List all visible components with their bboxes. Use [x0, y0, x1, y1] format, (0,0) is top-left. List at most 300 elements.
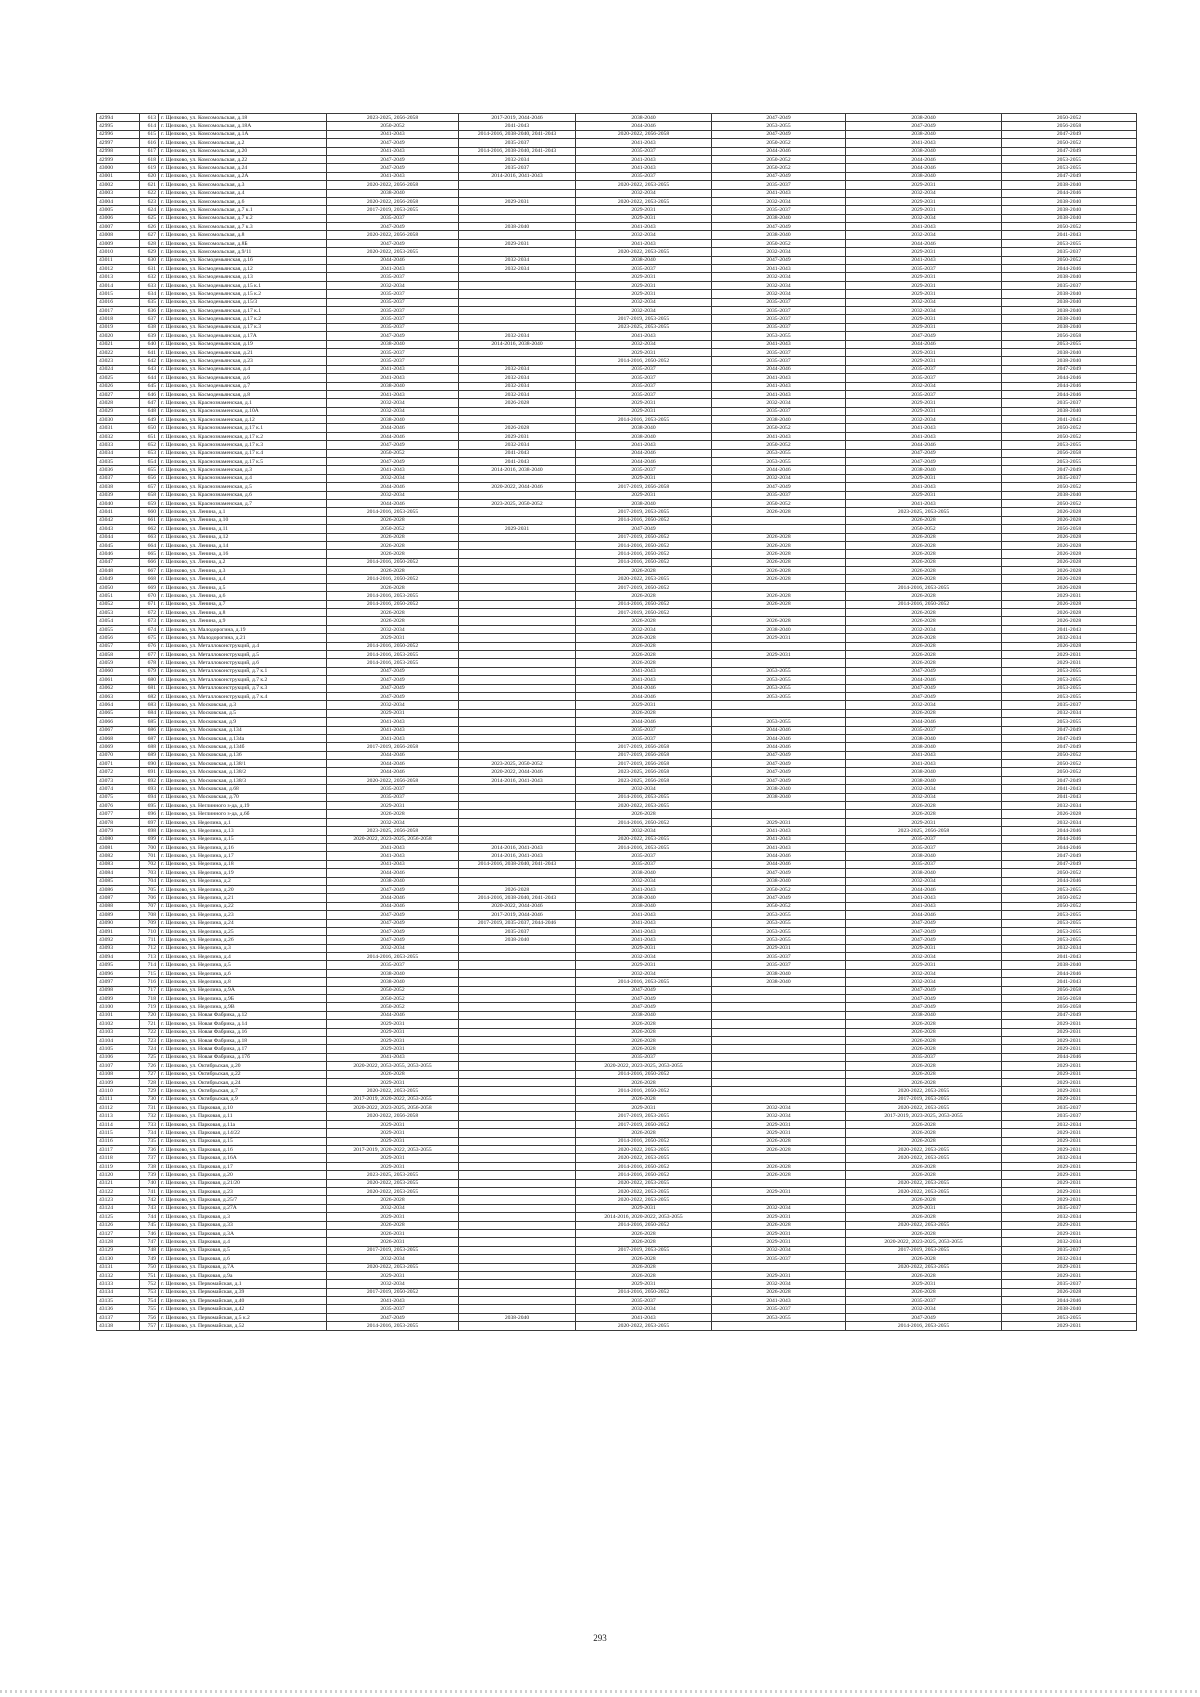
- cell-p3: 2014-2016, 2050-2052: [576, 357, 712, 365]
- cell-no: 747: [140, 1238, 159, 1246]
- cell-address: г. Щелково, ул. Космодемьянская, д.17 к.3: [159, 323, 327, 331]
- cell-p2: 2029-2031: [459, 239, 576, 247]
- table-row: [97, 1070, 1137, 1078]
- cell-p3: 2032-2034: [576, 340, 712, 348]
- table-row: [97, 1213, 1137, 1221]
- cell-address: г. Щелково, ул. Краснознаменская, д.4: [159, 474, 327, 482]
- cell-p2: [459, 1271, 576, 1279]
- table-row: [97, 969, 1137, 977]
- cell-p4: [712, 1020, 846, 1028]
- cell-p3: 2026-2028: [576, 709, 712, 717]
- cell-p3: 2029-2031: [576, 1204, 712, 1212]
- cell-address: г. Щелково, ул. Неделина, д.23: [159, 911, 327, 919]
- cell-p2: [459, 1053, 576, 1061]
- cell-p2: [459, 1011, 576, 1019]
- cell-no: 732: [140, 1112, 159, 1120]
- cell-p3: 2026-2028: [576, 1263, 712, 1271]
- cell-p5: 2044-2046: [846, 164, 1002, 172]
- cell-p3: 2029-2031: [576, 407, 712, 415]
- cell-id: 43083: [97, 860, 140, 868]
- cell-p5: 2041-2043: [846, 223, 1002, 231]
- cell-p4: 2053-2055: [712, 927, 846, 935]
- cell-p4: 2053-2055: [712, 718, 846, 726]
- cell-p4: [712, 516, 846, 524]
- table-row: [97, 634, 1137, 642]
- cell-no: 660: [140, 508, 159, 516]
- cell-p6: 2026-2028: [1002, 583, 1137, 591]
- cell-p3: 2020-2022, 2053-2055: [576, 1146, 712, 1154]
- cell-p4: 2035-2037: [712, 953, 846, 961]
- cell-address: г. Щелково, ул. Краснознаменская, д.17 к.1: [159, 424, 327, 432]
- cell-p4: 2038-2040: [712, 625, 846, 633]
- cell-p6: 2029-2031: [1002, 1179, 1137, 1187]
- cell-p4: 2032-2034: [712, 1246, 846, 1254]
- cell-no: 639: [140, 332, 159, 340]
- table-row: [97, 323, 1137, 331]
- cell-no: 647: [140, 399, 159, 407]
- cell-address: г. Щелково, ул. Комсомольская, д.18: [159, 114, 327, 122]
- cell-p3: 2014-2016, 2050-2052: [576, 1162, 712, 1170]
- cell-p3: 2041-2043: [576, 139, 712, 147]
- cell-p2: [459, 802, 576, 810]
- cell-address: г. Щелково, ул. Краснознаменская, д.5: [159, 483, 327, 491]
- cell-address: г. Щелково, ул. Московская, д.68: [159, 785, 327, 793]
- cell-id: 43002: [97, 181, 140, 189]
- cell-p5: 2014-2016, 2053-2055: [846, 583, 1002, 591]
- cell-p1: 2035-2037: [327, 785, 459, 793]
- cell-p1: 2041-2043: [327, 365, 459, 373]
- cell-p4: 2041-2043: [712, 827, 846, 835]
- cell-p1: 2014-2016, 2050-2052: [327, 600, 459, 608]
- cell-p3: 2017-2019, 2056-2058: [576, 483, 712, 491]
- table-row: [97, 953, 1137, 961]
- cell-no: 679: [140, 667, 159, 675]
- cell-p5: 2029-2031: [846, 290, 1002, 298]
- cell-p1: 2014-2016, 2053-2055: [327, 953, 459, 961]
- cell-address: г. Щелково, ул. Краснознаменская, д.3: [159, 466, 327, 474]
- cell-p2: 2032-2034: [459, 155, 576, 163]
- cell-p5: 2026-2028: [846, 1229, 1002, 1237]
- cell-p1: 2044-2046: [327, 751, 459, 759]
- table-row: [97, 827, 1137, 835]
- cell-p6: 2029-2031: [1002, 1162, 1137, 1170]
- cell-no: 711: [140, 936, 159, 944]
- cell-p5: 2044-2046: [846, 718, 1002, 726]
- cell-p2: [459, 1137, 576, 1145]
- cell-p2: [459, 1146, 576, 1154]
- cell-p3: 2041-2043: [576, 164, 712, 172]
- cell-no: 673: [140, 617, 159, 625]
- table-row: [97, 684, 1137, 692]
- cell-p4: 2029-2031: [712, 1188, 846, 1196]
- cell-p4: 2035-2037: [712, 1305, 846, 1313]
- cell-id: 43048: [97, 567, 140, 575]
- cell-p4: 2032-2034: [712, 1204, 846, 1212]
- cell-p5: 2032-2034: [846, 877, 1002, 885]
- cell-no: 659: [140, 499, 159, 507]
- cell-p1: 2029-2031: [327, 709, 459, 717]
- cell-p5: 2020-2022, 2053-2055: [846, 1263, 1002, 1271]
- cell-address: г. Щелково, ул. Космодемьянская, д.8: [159, 390, 327, 398]
- cell-address: г. Щелково, ул. Московская, д.138/1: [159, 760, 327, 768]
- cell-p6: 2056-2058: [1002, 332, 1137, 340]
- cell-p3: 2041-2043: [576, 155, 712, 163]
- cell-p1: 2029-2031: [327, 1213, 459, 1221]
- cell-p6: 2026-2028: [1002, 642, 1137, 650]
- cell-p1: 2020-2022, 2023-2025, 2056-2058: [327, 1104, 459, 1112]
- cell-p1: 2047-2049: [327, 692, 459, 700]
- cell-p1: 2029-2031: [327, 1078, 459, 1086]
- cell-p2: [459, 214, 576, 222]
- cell-p1: 2038-2040: [327, 340, 459, 348]
- cell-p2: 2038-2040: [459, 223, 576, 231]
- cell-no: 704: [140, 877, 159, 885]
- cell-p2: 2014-2016, 2041-2043: [459, 843, 576, 851]
- cell-p2: [459, 1154, 576, 1162]
- cell-no: 656: [140, 474, 159, 482]
- cell-p2: 2014-2016, 2038-2040, 2041-2043: [459, 147, 576, 155]
- cell-p5: 2029-2031: [846, 273, 1002, 281]
- cell-address: г. Щелково, ул. Металлоконструкций, д.7 к.1: [159, 667, 327, 675]
- cell-id: 43081: [97, 843, 140, 851]
- cell-p4: 2050-2052: [712, 164, 846, 172]
- cell-p6: 2050-2052: [1002, 760, 1137, 768]
- table-row: [97, 743, 1137, 751]
- cell-p5: 2041-2043: [846, 139, 1002, 147]
- cell-no: 701: [140, 852, 159, 860]
- cell-address: г. Щелково, ул. Космодемьянская, д.16: [159, 256, 327, 264]
- cell-no: 645: [140, 382, 159, 390]
- cell-p4: 2029-2031: [712, 1238, 846, 1246]
- cell-p4: [712, 1087, 846, 1095]
- cell-p1: 2026-2028: [327, 1070, 459, 1078]
- cell-address: г. Щелково, ул. Первомайская, д.52: [159, 1322, 327, 1330]
- cell-p1: 2041-2043: [327, 390, 459, 398]
- cell-p5: 2035-2037: [846, 374, 1002, 382]
- table-row: [97, 1003, 1137, 1011]
- cell-p2: [459, 1070, 576, 1078]
- cell-address: г. Щелково, ул. Комсомольская, д.6: [159, 197, 327, 205]
- cell-address: г. Щелково, ул. Комсомольская, д.8Б: [159, 239, 327, 247]
- table-row: [97, 1120, 1137, 1128]
- cell-address: г. Щелково, ул. Неделина, д.1: [159, 818, 327, 826]
- cell-p2: [459, 969, 576, 977]
- cell-address: г. Щелково, ул. Первомайская, д.1: [159, 1280, 327, 1288]
- cell-no: 692: [140, 776, 159, 784]
- cell-p5: 2038-2040: [846, 743, 1002, 751]
- cell-address: г. Щелково, ул. Космодемьянская, д.15 к.1: [159, 281, 327, 289]
- cell-address: г. Щелково, ул. Парковая, д.11а: [159, 1120, 327, 1128]
- cell-p5: 2044-2046: [846, 441, 1002, 449]
- cell-p5: 2038-2040: [846, 852, 1002, 860]
- cell-p5: 2038-2040: [846, 147, 1002, 155]
- cell-p6: 2029-2031: [1002, 651, 1137, 659]
- cell-p3: 2020-2022, 2053-2055: [576, 181, 712, 189]
- cell-no: 629: [140, 248, 159, 256]
- cell-p5: 2023-2025, 2056-2058: [846, 827, 1002, 835]
- cell-p4: 2032-2034: [712, 1104, 846, 1112]
- table-row: [97, 533, 1137, 541]
- cell-p3: 2041-2043: [576, 441, 712, 449]
- cell-p5: 2026-2028: [846, 642, 1002, 650]
- cell-p5: 2026-2028: [846, 558, 1002, 566]
- cell-p3: 2020-2022, 2053-2055: [576, 1322, 712, 1330]
- cell-p2: 2014-2016, 2038-2040, 2041-2043: [459, 894, 576, 902]
- cell-address: г. Щелково, ул. Космодемьянская, д.6: [159, 374, 327, 382]
- cell-p2: [459, 793, 576, 801]
- cell-p5: 2038-2040: [846, 172, 1002, 180]
- cell-no: 637: [140, 315, 159, 323]
- table-row: [97, 273, 1137, 281]
- cell-id: 43090: [97, 919, 140, 927]
- cell-p6: 2029-2031: [1002, 1028, 1137, 1036]
- cell-p3: 2029-2031: [576, 206, 712, 214]
- cell-p3: 2035-2037: [576, 1053, 712, 1061]
- cell-no: 664: [140, 541, 159, 549]
- cell-p1: 2020-2022, 2053-2055, 2053-2055: [327, 1062, 459, 1070]
- cell-p6: 2047-2049: [1002, 466, 1137, 474]
- cell-p2: [459, 810, 576, 818]
- cell-p3: 2035-2037: [576, 374, 712, 382]
- cell-id: 43072: [97, 768, 140, 776]
- cell-p1: 2014-2016, 2053-2055: [327, 592, 459, 600]
- cell-p3: 2026-2028: [576, 810, 712, 818]
- cell-no: 739: [140, 1171, 159, 1179]
- table-row: [97, 1036, 1137, 1044]
- cell-p5: 2026-2028: [846, 617, 1002, 625]
- cell-p4: 2047-2049: [712, 172, 846, 180]
- cell-p2: 2017-2019, 2035-2037, 2044-2046: [459, 919, 576, 927]
- cell-p1: 2026-2028: [327, 609, 459, 617]
- cell-p6: 2044-2046: [1002, 827, 1137, 835]
- cell-address: г. Щелково, ул. Неделина, д.26: [159, 936, 327, 944]
- cell-address: г. Щелково, ул. Неделина, д.9Б: [159, 995, 327, 1003]
- cell-no: 707: [140, 902, 159, 910]
- cell-address: г. Щелково, ул. Новая Фабрика, д.14: [159, 1020, 327, 1028]
- cell-p4: 2044-2046: [712, 365, 846, 373]
- cell-address: г. Щелково, ул. Ленина, д.4: [159, 575, 327, 583]
- cell-p2: 2032-2034: [459, 382, 576, 390]
- cell-id: 43084: [97, 869, 140, 877]
- cell-address: г. Щелково, ул. Комсомольская, д.1А: [159, 130, 327, 138]
- cell-p6: 2053-2055: [1002, 927, 1137, 935]
- cell-p3: 2029-2031: [576, 491, 712, 499]
- cell-p5: 2038-2040: [846, 776, 1002, 784]
- cell-p3: 2026-2028: [576, 634, 712, 642]
- cell-no: 626: [140, 223, 159, 231]
- cell-p1: 2050-2052: [327, 525, 459, 533]
- cell-p2: [459, 625, 576, 633]
- cell-id: 43005: [97, 206, 140, 214]
- cell-p4: 2029-2031: [712, 944, 846, 952]
- cell-p3: 2014-2016, 2050-2052: [576, 558, 712, 566]
- cell-id: 43112: [97, 1104, 140, 1112]
- cell-no: 748: [140, 1246, 159, 1254]
- table-row: [97, 265, 1137, 273]
- cell-p2: [459, 206, 576, 214]
- cell-p3: 2041-2043: [576, 919, 712, 927]
- cell-address: г. Щелково, ул. Новая Фабрика, д.17: [159, 1045, 327, 1053]
- cell-address: г. Щелково, ул. Московская, д.134б: [159, 743, 327, 751]
- table-row: [97, 382, 1137, 390]
- cell-p6: 2032-2034: [1002, 818, 1137, 826]
- cell-id: 43052: [97, 600, 140, 608]
- cell-address: г. Щелково, ул. Металлоконструкций, д.7 к.3: [159, 684, 327, 692]
- cell-p3: 2029-2031: [576, 1280, 712, 1288]
- cell-p1: 2047-2049: [327, 223, 459, 231]
- cell-address: г. Щелково, ул. Неделина, д.6: [159, 969, 327, 977]
- table-row: [97, 256, 1137, 264]
- cell-id: 43088: [97, 902, 140, 910]
- cell-p4: [712, 1028, 846, 1036]
- page-number: 293: [593, 1633, 607, 1643]
- cell-p2: [459, 1263, 576, 1271]
- cell-p4: [712, 1036, 846, 1044]
- table-row: [97, 1188, 1137, 1196]
- table-row: [97, 499, 1137, 507]
- cell-p2: [459, 315, 576, 323]
- cell-address: г. Щелково, ул. Московская, д.134: [159, 726, 327, 734]
- cell-address: г. Щелково, ул. Ленина, д.16: [159, 550, 327, 558]
- cell-id: 43033: [97, 441, 140, 449]
- table-row: [97, 1053, 1137, 1061]
- cell-p5: 2026-2028: [846, 634, 1002, 642]
- cell-p2: [459, 1171, 576, 1179]
- cell-id: 43047: [97, 558, 140, 566]
- cell-no: 684: [140, 709, 159, 717]
- cell-p3: 2020-2022, 2056-2058: [576, 130, 712, 138]
- cell-no: 709: [140, 919, 159, 927]
- cell-p3: 2038-2040: [576, 114, 712, 122]
- cell-address: г. Щелково, ул. Комсомольская, д.22: [159, 155, 327, 163]
- cell-address: г. Щелково, ул. Космодемьянская, д.4: [159, 365, 327, 373]
- table-row: [97, 1305, 1137, 1313]
- cell-p4: 2035-2037: [712, 348, 846, 356]
- cell-p1: 2044-2046: [327, 256, 459, 264]
- cell-p6: 2035-2037: [1002, 399, 1137, 407]
- cell-no: 736: [140, 1146, 159, 1154]
- cell-p1: 2029-2031: [327, 1154, 459, 1162]
- cell-id: 43104: [97, 1036, 140, 1044]
- cell-p1: 2014-2016, 2053-2055: [327, 659, 459, 667]
- cell-p1: 2050-2052: [327, 122, 459, 130]
- cell-p2: 2023-2025, 2050-2052: [459, 499, 576, 507]
- cell-p5: 2044-2046: [846, 155, 1002, 163]
- table-row: [97, 1288, 1137, 1296]
- cell-id: 43096: [97, 969, 140, 977]
- cell-no: 669: [140, 583, 159, 591]
- table-row: [97, 793, 1137, 801]
- scan-edge-artifact: [0, 1690, 1200, 1693]
- cell-p3: 2017-2019, 2050-2052: [576, 1120, 712, 1128]
- table-row: [97, 181, 1137, 189]
- cell-p3: 2014-2016, 2050-2052: [576, 600, 712, 608]
- cell-p1: 2035-2037: [327, 348, 459, 356]
- cell-p4: 2041-2043: [712, 835, 846, 843]
- cell-no: 697: [140, 818, 159, 826]
- cell-address: г. Щелково, ул. Московская, д.5: [159, 709, 327, 717]
- cell-address: г. Щелково, ул. Комсомольская, д.20: [159, 147, 327, 155]
- cell-no: 698: [140, 827, 159, 835]
- cell-no: 738: [140, 1162, 159, 1170]
- cell-p1: 2044-2046: [327, 499, 459, 507]
- cell-p5: 2026-2028: [846, 1162, 1002, 1170]
- cell-id: 43137: [97, 1313, 140, 1321]
- cell-p4: 2053-2055: [712, 458, 846, 466]
- cell-address: г. Щелково, ул. Ленина, д.7: [159, 600, 327, 608]
- cell-id: 43018: [97, 315, 140, 323]
- table-row: [97, 709, 1137, 717]
- cell-id: 43039: [97, 491, 140, 499]
- cell-id: 43077: [97, 810, 140, 818]
- cell-p5: 2029-2031: [846, 206, 1002, 214]
- cell-p4: [712, 1154, 846, 1162]
- cell-p1: 2026-2028: [327, 567, 459, 575]
- cell-p4: [712, 701, 846, 709]
- cell-no: 749: [140, 1255, 159, 1263]
- cell-p5: 2032-2034: [846, 969, 1002, 977]
- cell-no: 622: [140, 189, 159, 197]
- cell-p2: 2035-2037: [459, 164, 576, 172]
- cell-p2: [459, 1112, 576, 1120]
- cell-p3: 2026-2028: [576, 1045, 712, 1053]
- cell-no: 685: [140, 718, 159, 726]
- cell-p6: 2044-2046: [1002, 390, 1137, 398]
- table-row: [97, 600, 1137, 608]
- cell-p1: 2035-2037: [327, 273, 459, 281]
- cell-id: 43009: [97, 239, 140, 247]
- cell-p3: 2041-2043: [576, 223, 712, 231]
- cell-p4: 2044-2046: [712, 726, 846, 734]
- cell-p4: [712, 583, 846, 591]
- cell-p5: 2041-2043: [846, 424, 1002, 432]
- cell-p6: 2053-2055: [1002, 919, 1137, 927]
- table-row: [97, 340, 1137, 348]
- cell-p2: [459, 248, 576, 256]
- table-row: [97, 835, 1137, 843]
- cell-address: г. Щелково, ул. Московская, д.138/3: [159, 776, 327, 784]
- table-row: [97, 1129, 1137, 1137]
- cell-address: г. Щелково, ул. Ленина, д.9: [159, 617, 327, 625]
- cell-address: г. Щелково, ул. Парковая, д.20: [159, 1171, 327, 1179]
- cell-p5: 2026-2028: [846, 659, 1002, 667]
- cell-p3: 2014-2016, 2053-2055: [576, 416, 712, 424]
- cell-id: 43093: [97, 944, 140, 952]
- cell-no: 699: [140, 835, 159, 843]
- cell-p3: 2032-2034: [576, 877, 712, 885]
- table-row: [97, 1020, 1137, 1028]
- table-row: [97, 458, 1137, 466]
- cell-p1: 2038-2040: [327, 978, 459, 986]
- cell-id: 43075: [97, 793, 140, 801]
- cell-id: 43078: [97, 818, 140, 826]
- table-row: [97, 885, 1137, 893]
- cell-p6: 2053-2055: [1002, 667, 1137, 675]
- cell-no: 655: [140, 466, 159, 474]
- cell-p6: 2053-2055: [1002, 164, 1137, 172]
- cell-p2: 2029-2031: [459, 197, 576, 205]
- cell-p2: 2026-2028: [459, 885, 576, 893]
- table-row: [97, 1087, 1137, 1095]
- cell-p6: 2029-2031: [1002, 1020, 1137, 1028]
- cell-p1: 2026-2028: [327, 550, 459, 558]
- table-row: [97, 399, 1137, 407]
- cell-p3: 2041-2043: [576, 239, 712, 247]
- cell-p1: 2020-2022, 2056-2058: [327, 231, 459, 239]
- cell-p5: 2026-2028: [846, 1171, 1002, 1179]
- table-row: [97, 978, 1137, 986]
- cell-p6: 2026-2028: [1002, 600, 1137, 608]
